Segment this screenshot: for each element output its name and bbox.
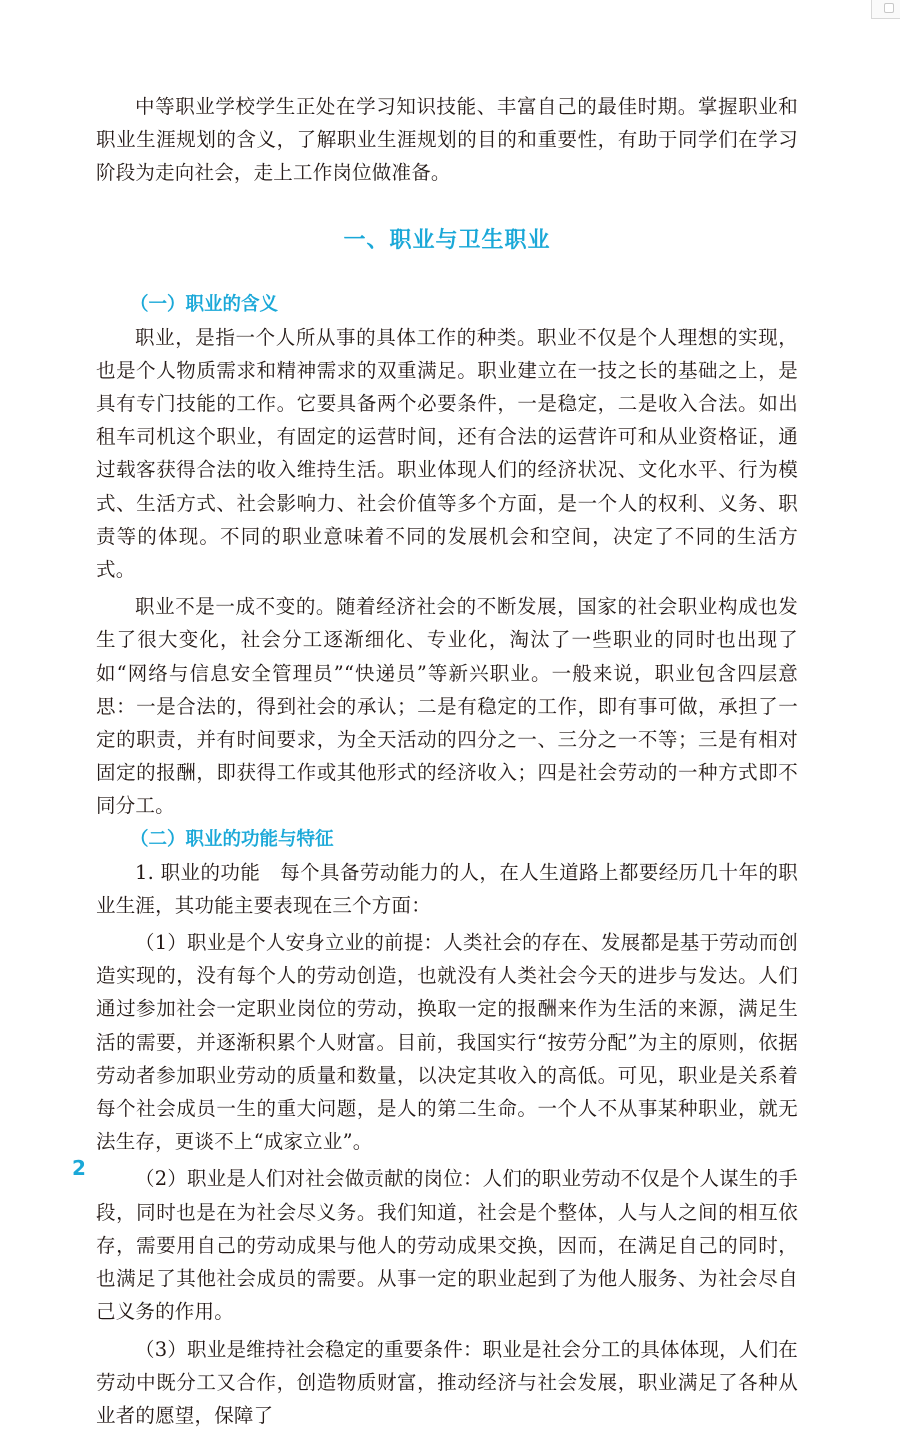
section-title: 一、职业与卫生职业 [96,226,798,288]
subsection-heading-2: （二）职业的功能与特征 [96,823,798,856]
page-number: 2 [72,1156,86,1180]
intro-paragraph: 中等职业学校学生正处在学习知识技能、丰富自己的最佳时期。掌握职业和职业生涯规划的含义，了解职业生涯规划的目的和重要性，有助于同学们在学习阶段为走向社会，走上工作岗位做准备。 [96,90,798,190]
paragraph: 职业不是一成不变的。随着经济社会的不断发展，国家的社会职业构成也发生了很大变化，社会分工逐渐细化、专业化，淘汰了一些职业的同时也出现了如“网络与信息安全管理员”“快递员”等新兴职业。一般来说，职业包含四层意思：一是合法的，得到社会的承认；二是有稳定的工作，即有事可做，承担了一定的职责，并有时间要求，为全天活动的四分之一、三分之一不等；三是有相对固定的报酬，即获得工作或其他形式的经济收入；四是社会劳动的一种方式即不同分工。 [96,590,798,822]
paragraph: （1）职业是个人安身立业的前提：人类社会的存在、发展都是基于劳动而创造实现的，没有每个人的劳动创造，也就没有人类社会今天的进步与发达。人们通过参加社会一定职业岗位的劳动，换取一定的报酬来作为生活的来源，满足生活的需要，并逐渐积累个人财富。目前，我国实行“按劳分配”为主的原则，依据劳动者参加职业劳动的质量和数量，以决定其收入的高低。可见，职业是关系着每个社会成员一生的重大问题，是人的第二生命。一个人不从事某种职业，就无法生存，更谈不上“成家立业”。 [96,926,798,1158]
corner-mark [871,0,900,19]
subsection-heading-1: （一）职业的含义 [96,288,798,321]
paragraph: （3）职业是维持社会稳定的重要条件：职业是社会分工的具体体现，人们在劳动中既分工又合作，创造物质财富，推动经济与社会发展，职业满足了各种从业者的愿望，保障了 [96,1333,798,1432]
paragraph: （2）职业是人们对社会做贡献的岗位：人们的职业劳动不仅是个人谋生的手段，同时也是在为社会尽义务。我们知道，社会是个整体，人与人之间的相互依存，需要用自己的劳动成果与他人的劳动成果交换，因而，在满足自己的同时，也满足了其他社会成员的需要。从事一定的职业起到了为他人服务、为社会尽自己义务的作用。 [96,1162,798,1328]
paragraph: 职业，是指一个人所从事的具体工作的种类。职业不仅是个人理想的实现，也是个人物质需求和精神需求的双重满足。职业建立在一技之长的基础之上，是具有专门技能的工作。它要具备两个必要条件，一是稳定，二是收入合法。如出租车司机这个职业，有固定的运营时间，还有合法的运营许可和从业资格证，通过载客获得合法的收入维持生活。职业体现人们的经济状况、文化水平、行为模式、生活方式、社会影响力、社会价值等多个方面，是一个人的权利、义务、职责等的体现。不同的职业意味着不同的发展机会和空间，决定了不同的生活方式。 [96,321,798,587]
paragraph: 1. 职业的功能 每个具备劳动能力的人，在人生道路上都要经历几十年的职业生涯，其功能主要表现在三个方面： [96,856,798,922]
